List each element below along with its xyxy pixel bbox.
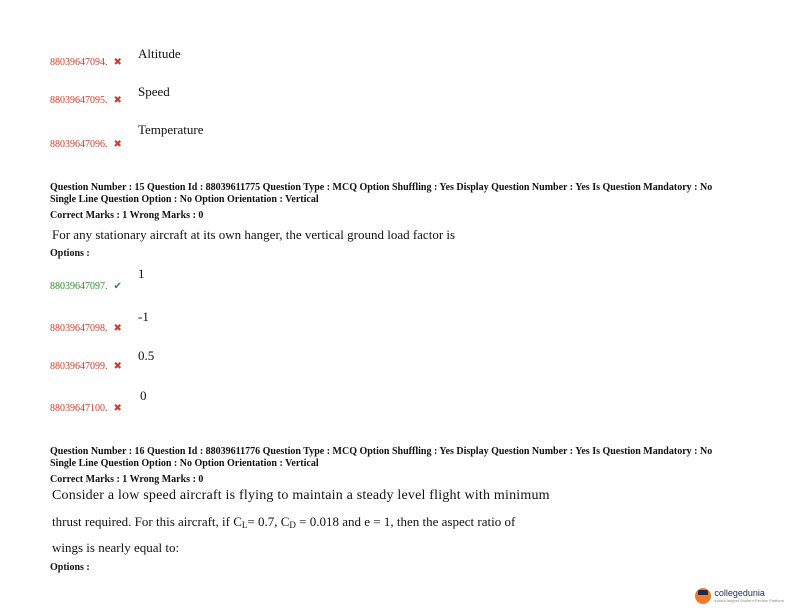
option-text: Speed [138,84,170,99]
wrong-cross-icon: ✖ [113,57,122,68]
wrong-cross-icon: ✖ [113,403,122,414]
question-text-line2 [52,514,515,530]
collegedunia-logo [695,588,784,604]
graduation-cap-icon [695,588,711,604]
question-marks: Correct Marks : 1 Wrong Marks : 0 [50,474,204,485]
subscript-l: L [241,520,248,530]
options-label: Options : [50,248,90,259]
wrong-cross-icon: ✖ [113,139,122,150]
wrong-cross-icon: ✖ [113,95,122,106]
correct-check-icon: ✔ [113,281,122,292]
question-text-line3: wings is nearly equal to: [52,540,180,555]
question-header: Question Number : 16 Question Id : 88039611776 Question Type : MCQ Option Shuffling : Yes Display Question Number : Yes Is Question Mandatory : No Single Line Question Option : No Option Orientation : Vertical [50,446,713,469]
option-row [50,356,122,374]
option-id: 88039647100. [50,403,108,414]
wrong-cross-icon: ✖ [113,361,122,372]
option-row [50,398,122,416]
question-text-fragment: = 0.018 and e = 1, then the aspect ratio of [295,514,516,529]
option-text: 1 [138,266,145,281]
logo-tagline: India's largest Student Review Platform [714,598,784,603]
option-row [50,134,122,152]
option-id: 88039647098. [50,323,108,334]
option-row [50,276,122,294]
option-id: 88039647099. [50,361,108,372]
option-row [50,90,122,108]
option-text: Temperature [138,122,204,137]
question-marks: Correct Marks : 1 Wrong Marks : 0 [50,210,204,221]
option-id: 88039647095. [50,95,108,106]
option-row [50,52,122,70]
option-text: 0.5 [138,348,155,363]
wrong-cross-icon: ✖ [113,323,122,334]
subscript-d: D [289,520,296,530]
question-header: Question Number : 15 Question Id : 88039611775 Question Type : MCQ Option Shuffling : Yes Display Question Number : Yes Is Question Mandatory : No Single Line Question Option : No Option Orientation : Vertical [50,182,713,205]
option-id: 88039647094. [50,57,108,68]
option-text: 0 [140,388,147,403]
option-row [50,318,122,336]
option-text: Altitude [138,46,181,61]
question-text-fragment: = 0.7, C [247,514,290,529]
question-text-line1: Consider a low speed aircraft is flying to maintain a steady level flight with minimum [52,488,550,503]
logo-name: collegedunia [714,588,765,598]
option-id: 88039647096. [50,139,108,150]
option-text: -1 [138,309,149,324]
question-text: For any stationary aircraft at its own hanger, the vertical ground load factor is [52,227,456,242]
options-label: Options : [50,562,90,573]
option-id: 88039647097. [50,281,108,292]
question-text-fragment: thrust required. For this aircraft, if C [52,514,242,529]
